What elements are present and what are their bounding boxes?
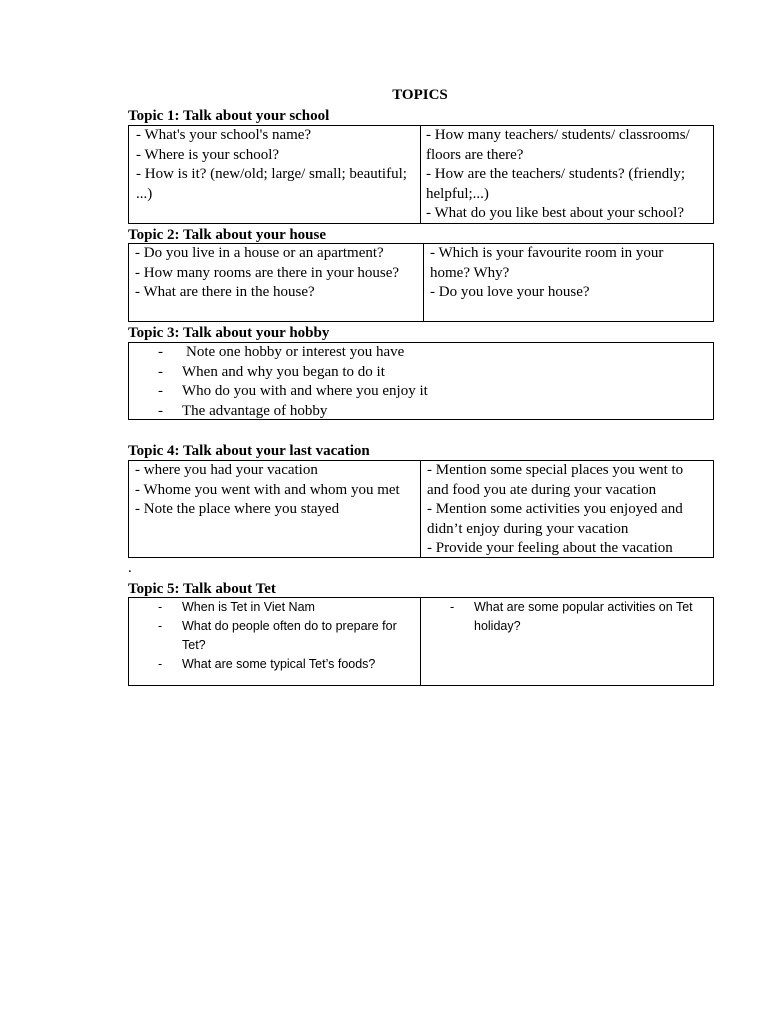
topic-5-heading: Topic 5: Talk about Tet [128,581,276,597]
topic-1-right-cell [421,126,713,223]
topic-4-right-line: - Mention some activities you enjoyed and didn’t enjoy during your vacation [427,501,683,537]
topic-4-right-line: - Mention some special places you went to and food you ate during your vacation [427,462,684,498]
topic-4-heading: Topic 4: Talk about your last vacation [128,443,370,459]
list-item-text: What are some typical Tet’s foods? [182,657,376,671]
topic-4-left-cell [129,461,421,557]
dash-bullet: - [450,600,455,614]
topic-4-left-line: - where you had your vacation [135,462,318,478]
topic-5-right-list [421,598,707,636]
list-item [421,598,707,636]
topic-2-left-line: - How many rooms are there in your house? [135,264,400,281]
topic-2-right-line: - Which is your favourite room in your home? Why? [430,245,664,281]
list-item [129,382,713,402]
topic-4-left-line: - Note the place where you stayed [135,501,340,517]
topic-5-right-cell [421,598,713,685]
list-item-text: What do people often do to prepare for Tet? [182,619,397,652]
topic-1-left-line: - Where is your school? [136,146,280,163]
list-item [129,617,412,655]
topic-4-left-line: - Whome you went with and whom you met [135,481,400,498]
dash-bullet: - [158,383,163,399]
list-item-text: The advantage of hobby [182,402,328,419]
topic-2-right-line: - Do you love your house? [430,284,590,300]
list-item [129,402,713,422]
topic-2-left-line: - What are there in the house? [135,284,315,300]
list-item-text: Who do you with and where you enjoy it [182,383,428,399]
list-item-text: What are some popular activities on Tet holiday? [474,600,693,633]
dash-bullet: - [158,402,163,419]
dash-bullet: - [158,600,163,614]
dash-bullet: - [158,363,163,380]
topic-3-table [128,342,714,420]
topic-1-heading: Topic 1: Talk about your school [128,108,330,124]
topic-3-heading: Topic 3: Talk about your hobby [128,325,330,341]
topic-5-left-list [129,598,412,674]
dash-bullet: - [158,619,163,633]
topic-4-right-line: - Provide your feeling about the vacation [427,540,673,556]
list-item [129,363,713,383]
topic-4-right-cell [421,461,713,557]
list-item-text: When and why you began to do it [182,363,385,380]
topic-2-left-cell [129,244,424,321]
topic-5-table [128,597,714,686]
dash-bullet: - [158,657,163,671]
topic-1-left-cell [129,126,421,223]
topic-1-right-line: - What do you like best about your school? [426,205,685,221]
topic-3-list [129,343,713,421]
topic-1-right-line: - How many teachers/ students/ classrooms/ floors are there? [426,127,690,163]
topic-2-right-cell [424,244,713,321]
topic-5-left-cell [129,598,421,685]
topic-1-left-line: - What's your school's name? [136,127,312,143]
list-item [129,655,412,674]
topic-2-left-line: - Do you live in a house or an apartment? [135,245,384,261]
topic-1-table [128,125,714,224]
topic-4-table [128,460,714,558]
page-title: TOPICS [392,87,448,103]
list-item [129,598,412,617]
topic-2-heading: Topic 2: Talk about your house [128,227,326,243]
list-item-text: Note one hobby or interest you have [186,344,405,360]
stray-dot: . [128,560,132,576]
dash-bullet: - [158,344,163,360]
list-item [129,343,713,363]
topic-1-right-line: - How are the teachers/ students? (friendly; helpful;...) [426,166,686,202]
topic-2-table [128,243,714,322]
list-item-text: When is Tet in Viet Nam [182,600,315,614]
topic-1-left-line: - How is it? (new/old; large/ small; beautiful; ...) [136,166,407,202]
